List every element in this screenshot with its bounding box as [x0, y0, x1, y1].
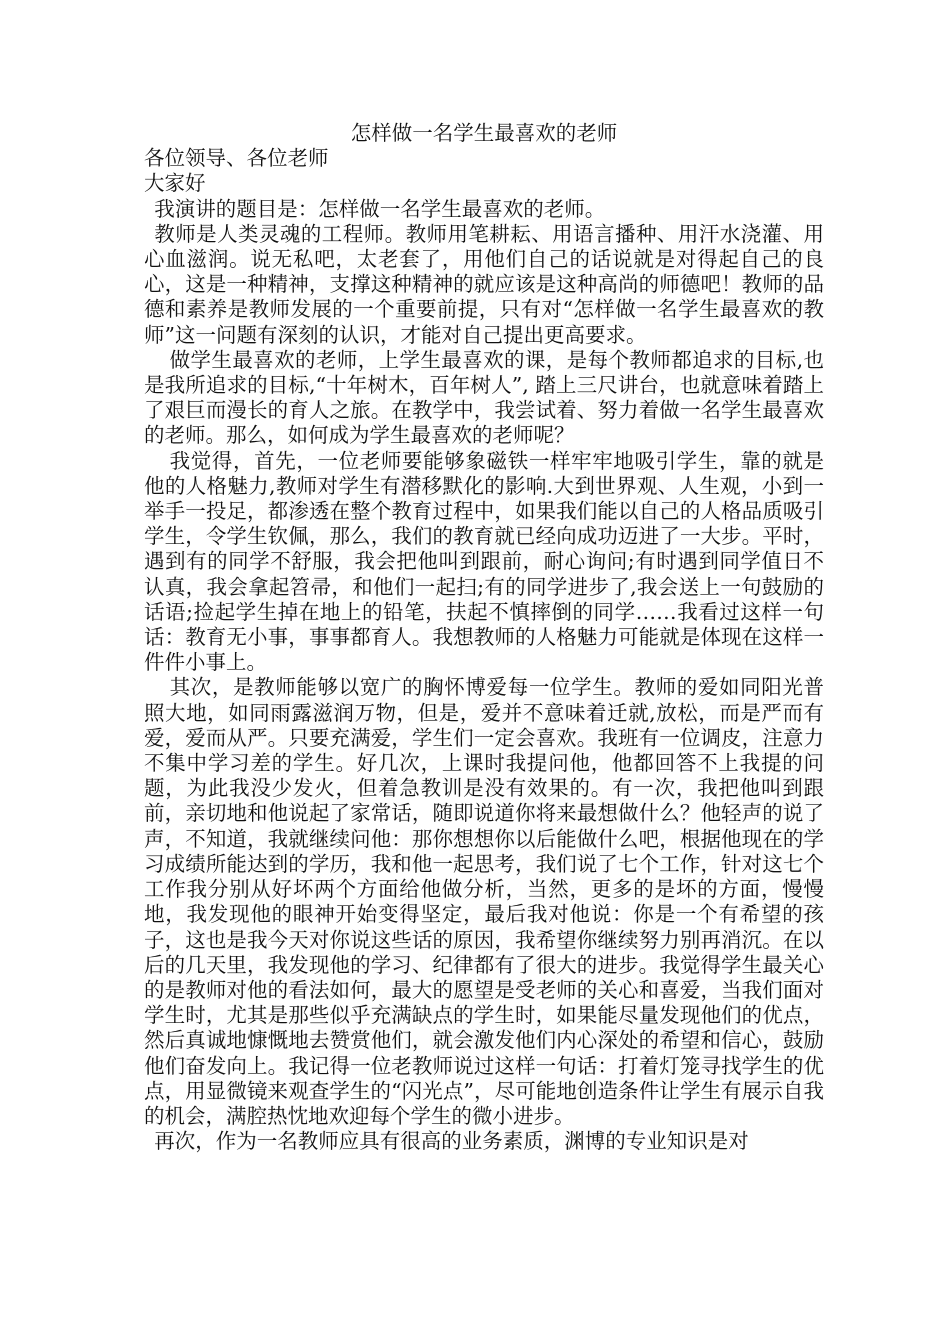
salutation-everyone: 大家好	[144, 171, 206, 196]
salutation-leaders-teachers: 各位领导、各位老师	[144, 146, 329, 171]
paragraph-professional-quality: 再次，作为一名教师应具有很高的业务素质，渊博的专业知识是对	[154, 1129, 749, 1154]
paragraph-love-students: 其次，是教师能够以宽广的胸怀博爱每一位学生。教师的爱如同阳光普照大地，如同雨露滋润万物，但是，爱并不意味着迁就,放松，而是严而有爱，爱而从严。只要充满爱，学生们一定会喜欢。我班有一位调皮，注意力不集中学习差的学生。好几次，上课时我提问他，他都回答不上我提的问题，为此我没少发火，但着急教训是没有效果的。有一次，我把他叫到跟前，亲切地和他说起了家常话，随即说道你将来最想做什么？他轻声的说了声，不知道，我就继续问他：那你想想你以后能做什么吧，根据他现在的学习成绩所能达到的学历，我和他一起思考，我们说了七个工作，针对这七个工作我分别从好坏两个方面给他做分析，当然，更多的是坏的方面，慢慢地，我发现他的眼神开始变得坚定，最后我对他说：你是一个有希望的孩子，这也是我今天对你说这些话的原因，我希望你继续努力别再消沉。在以后的几天里，我发现他的学习、纪律都有了很大的进步。我觉得学生最关心的是教师对他的看法如何，最大的愿望是受老师的关心和喜爱，当我们面对学生时，尤其是那些似乎充满缺点的学生时，如果能尽量发现他们的优点，然后真诚地慷慨地去赞赏他们，就会激发他们内心深处的希望和信心，鼓励他们奋发向上。我记得一位老教师说过这样一句话：打着灯笼寻找学生的优点，用显微镜来观查学生的“闪光点”，尽可能地创造条件让学生有展示自我的机会，满腔热忱地欢迎每个学生的微小进步。	[144, 675, 824, 1128]
document-body	[144, 121, 824, 1154]
paragraph-topic: 我演讲的题目是：怎样做一名学生最喜欢的老师。	[154, 196, 606, 221]
paragraph-teacher-role: 教师是人类灵魂的工程师。教师用笔耕耘、用语言播种、用汗水浇灌、用心血滋润。说无私吧，太老套了，用他们自己的话说就是对得起自己的良心，这是一种精神，支撑这种精神的就应该是这种高尚的师德吧！教师的品德和素养是教师发展的一个重要前提，只有对“怎样做一名学生最喜欢的教师”这一问题有深刻的认识，才能对自己提出更高要求。	[144, 221, 824, 347]
paragraph-personality: 我觉得，首先，一位老师要能够象磁铁一样牢牢地吸引学生，靠的就是他的人格魅力,教师对学生有潜移默化的影响.大到世界观、人生观，小到一举手一投足，都渗透在整个教育过程中，如果我们能以自己的人格品质吸引学生，令学生钦佩，那么，我们的教育就已经向成功迈进了一大步。平时，遇到有的同学不舒服，我会把他叫到跟前，耐心询问;有时遇到同学值日不认真，我会拿起笤帚，和他们一起扫;有的同学进步了,我会送上一句鼓励的话语;捡起学生掉在地上的铅笔，扶起不慎摔倒的同学……我看过这样一句话：教育无小事，事事都育人。我想教师的人格魅力可能就是体现在这样一件件小事上。	[144, 448, 824, 675]
paragraph-favorite-teacher: 做学生最喜欢的老师，上学生最喜欢的课，是每个教师都追求的目标,也是我所追求的目标,“十年树木，百年树人”, 踏上三尺讲台，也就意味着踏上了艰巨而漫长的育人之旅。在教学中，我尝试着、努力着做一名学生最喜欢的老师。那么，如何成为学生最喜欢的老师呢？	[144, 347, 824, 448]
document-title: 怎样做一名学生最喜欢的老师	[350, 121, 618, 145]
